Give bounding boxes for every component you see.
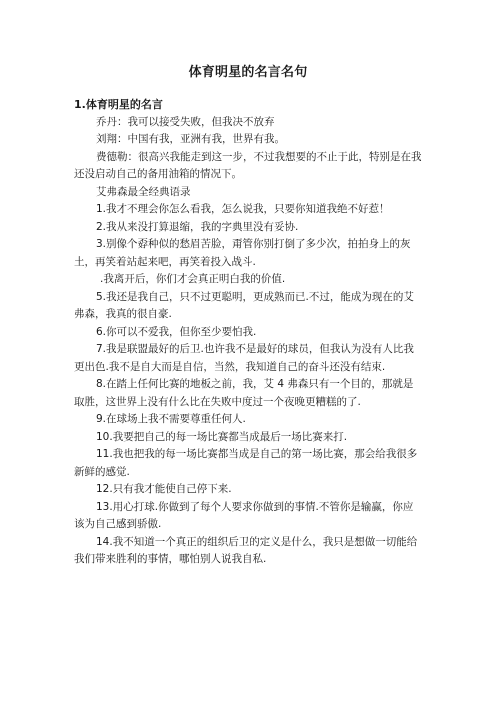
- quote-item: .我离开后，你们才会真正明白我的价值.: [100, 273, 286, 285]
- quote-item: 7.我是联盟最好的后卫.也许我不是最好的球员，但我认为没有人比我更出色.我不是自大而是自信，当然，我知道自己的奋斗还没有结束.: [74, 343, 414, 373]
- quote-item: 9.在球场上我不需要尊重任何人.: [96, 413, 246, 425]
- section-heading: 1.体育明星的名言: [74, 98, 163, 111]
- quote-item: 13.用心打球.你做到了每个人要求你做到的事情.不管你是输赢，你应该为自己感到骄傲.: [74, 500, 414, 530]
- document-title: 体育明星的名言名句: [188, 65, 308, 80]
- quote-item: 8.在踏上任何比赛的地板之前，我，艾 4 弗森只有一个目的，那就是取胜，这世界上没有什么比在失败中度过一个夜晚更糟糕的了.: [74, 378, 414, 408]
- quote-jordan: 乔丹：我可以接受失败，但我决不放弃: [96, 115, 275, 128]
- quote-item: 11.我也把我的每一场比赛都当成是自己的第一场比赛，那会给我很多新鲜的感觉.: [74, 448, 418, 478]
- quote-item: 5.我还是我自己，只不过更聪明，更成熟而已.不过，能成为现在的艾弗森，我真的很自豪.: [74, 290, 414, 320]
- quote-item: 1.我才不理会你怎么看我，怎么说我，只要你知道我绝不好惹！: [96, 203, 390, 215]
- document-body: [74, 96, 422, 569]
- subsection-heading-iverson: 艾弗森最全经典语录: [96, 185, 191, 198]
- quote-liu-xiang: 刘翔：中国有我，亚洲有我，世界有我。: [96, 133, 285, 145]
- quote-item: 3.别像个孬种似的愁眉苦脸，甭管你别打倒了多少次，拍拍身上的灰土，再笑着站起来吧，再笑着投入战斗.: [74, 238, 411, 268]
- quote-item: 6.你可以不爱我，但你至少要怕我.: [96, 325, 257, 338]
- quote-item: 12.只有我才能使自己停下来.: [96, 483, 232, 495]
- quote-item: 10.我要把自己的每一场比赛都当成最后一场比赛来打.: [96, 430, 348, 443]
- quote-federer: 费德勒：很高兴我能走到这一步，不过我想要的不止于此，特别是在我还没启动自己的备用油箱的情况下。: [74, 150, 422, 180]
- quote-item: 14.我不知道一个真正的组织后卫的定义是什么，我只是想做一切能给我们带来胜利的事情，哪怕别人说我自私.: [74, 535, 418, 565]
- quote-item: 2.我从来没打算退缩，我的字典里没有妥协.: [96, 220, 299, 233]
